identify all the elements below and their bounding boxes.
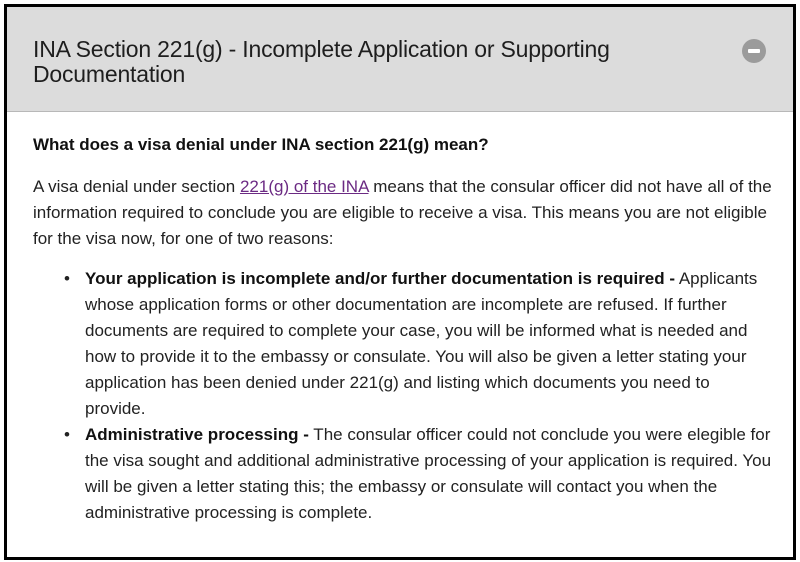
accordion-header[interactable] [7, 7, 793, 112]
section-title: INA Section 221(g) - Incomplete Application or Supporting Documentation [33, 36, 610, 87]
minus-bar [748, 49, 760, 53]
bullet-icon: • [64, 425, 70, 444]
reasons-list [33, 266, 773, 526]
intro-text-after: means that the consular officer did not have all of the information required to conclude you are eligible to receive a visa. This means you are not eligible for the visa now, for one of two reasons: [33, 177, 772, 248]
accordion-body [33, 133, 773, 526]
reason-lead: Administrative processing - [85, 425, 309, 444]
intro-text-before: A visa denial under section [33, 177, 240, 196]
reason-lead: Your application is incomplete and/or further documentation is required - [85, 269, 676, 288]
list-item [64, 422, 773, 526]
minus-circle-icon[interactable] [742, 39, 766, 63]
reason-text: Applicants whose application forms or other documentation are incomplete are refused. If further documents are required to complete your case, you will be informed what is needed and how to provide it to the embassy or consulate. You will also be given a letter stating your application has been denied under 221(g) and listing which documents you need to provide. [85, 269, 758, 418]
accordion-panel [4, 4, 796, 560]
bullet-icon: • [64, 269, 70, 288]
question-heading: What does a visa denial under INA section 221(g) mean? [33, 135, 489, 154]
ina-221g-link[interactable]: 221(g) of the INA [239, 177, 369, 196]
reason-text: The consular officer could not conclude you were elegible for the visa sought and additional administrative processing of your application is required. You will be given a letter stating this; the embassy or consulate will contact you when the administrative processing is complete. [85, 425, 772, 522]
intro-paragraph [33, 174, 773, 252]
list-item [64, 266, 773, 422]
